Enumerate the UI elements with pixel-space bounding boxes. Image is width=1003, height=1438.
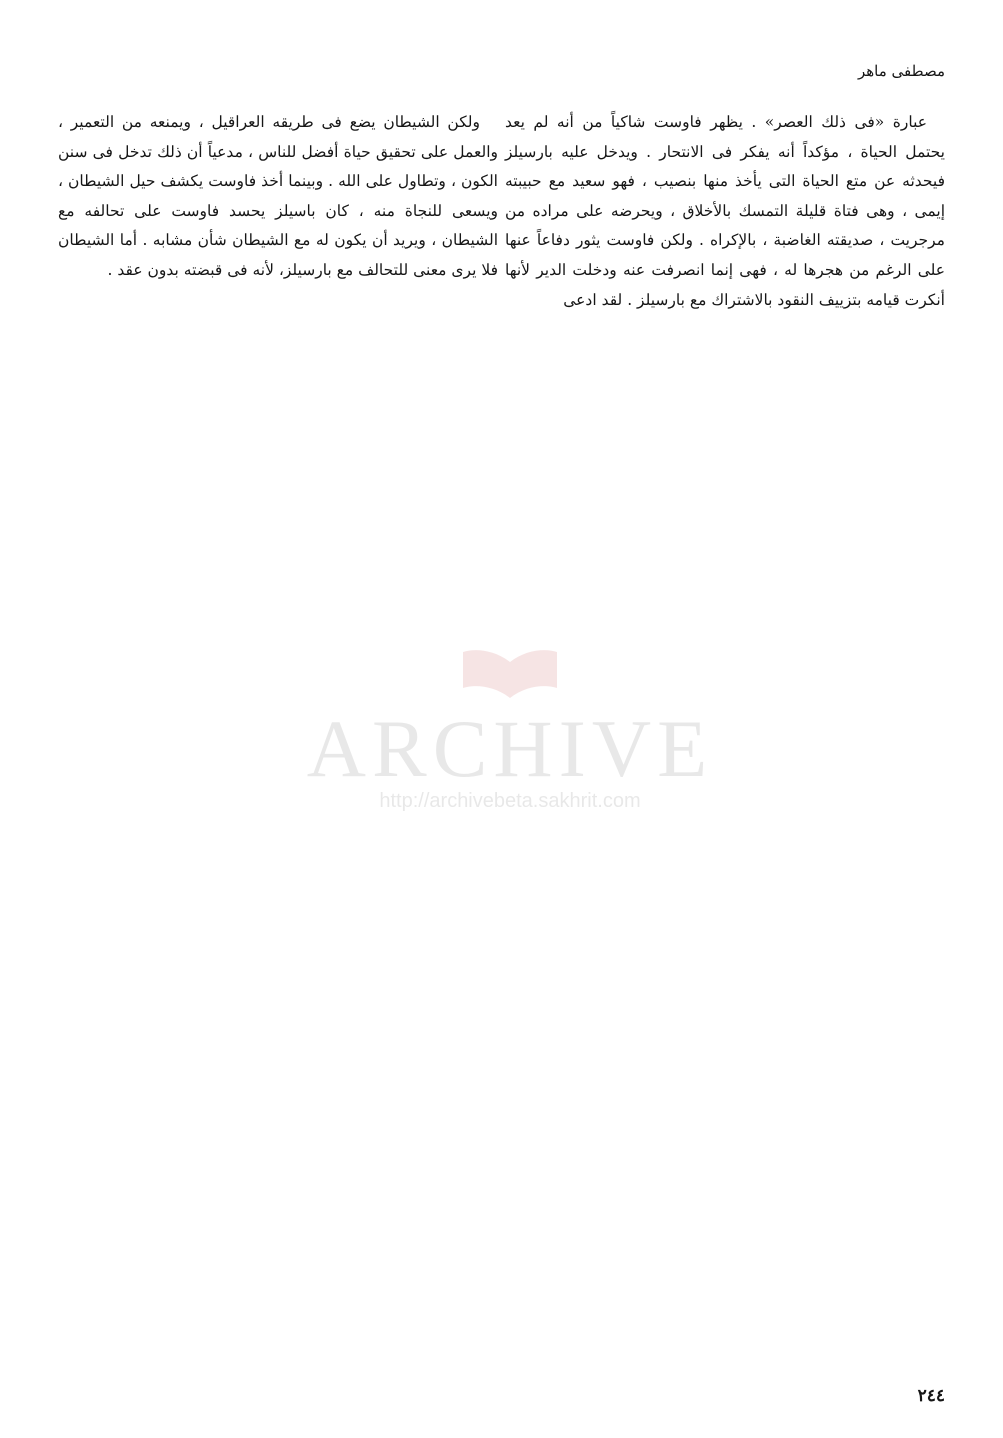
page-number: ٢٤٤ bbox=[917, 1386, 945, 1406]
watermark-text: ARCHIVE bbox=[306, 702, 714, 794]
running-header-author: مصطفى ماهر bbox=[858, 62, 945, 80]
watermark-url: http://archivebeta.sakhrit.com bbox=[379, 789, 641, 812]
text-column-left bbox=[58, 108, 498, 296]
paragraph: ولكن الشيطان يضع فى طريقه العراقيل ، ويمنعه من التعمير ، والعمل على تحقيق حياة أفضل للناس ، مدعياً أن ذلك تدخل فى سنن الكون ، وتطاول على الله . وبينما أخذ فاوست يكشف حيل الشيطان ، ويسعى للنجاة منه ، كان باسيلز يحسد فاوست على تحالفه مع الشيطان ، ويريد أن يكون له مع الشيطان شأن مشابه . أما الشيطان فلا يرى معنى للتحالف مع بارسيلز، لأنه فى قبضته بدون عقد . bbox=[58, 113, 498, 279]
text-column-right bbox=[505, 108, 945, 325]
paragraph: عبارة «فى ذلك العصر» . يظهر فاوست شاكياً من أنه لم يعد يحتمل الحياة ، مؤكداً أنه يفكر فى الانتحار . ويدخل عليه بارسيلز فيحدثه عن متع الحياة التى يأخذ منها بنصيب ، فهو سعيد مع حبيبته إيمى ، وهى فتاة قليلة التمسك بالأخلاق ، ويحرضه على مراده من مرجريت ، صديقته الغاضبة ، بالإكراه . ولكن فاوست يثور دفاعاً عنها على الرغم من هجرها له ، فهى إنما انصرفت عنه ودخلت الدير لأنها أنكرت قيامه بتزييف النقود بالاشتراك مع بارسيلز . لقد ادعى bbox=[505, 113, 945, 309]
book-icon bbox=[455, 638, 565, 708]
archive-watermark bbox=[300, 600, 720, 850]
